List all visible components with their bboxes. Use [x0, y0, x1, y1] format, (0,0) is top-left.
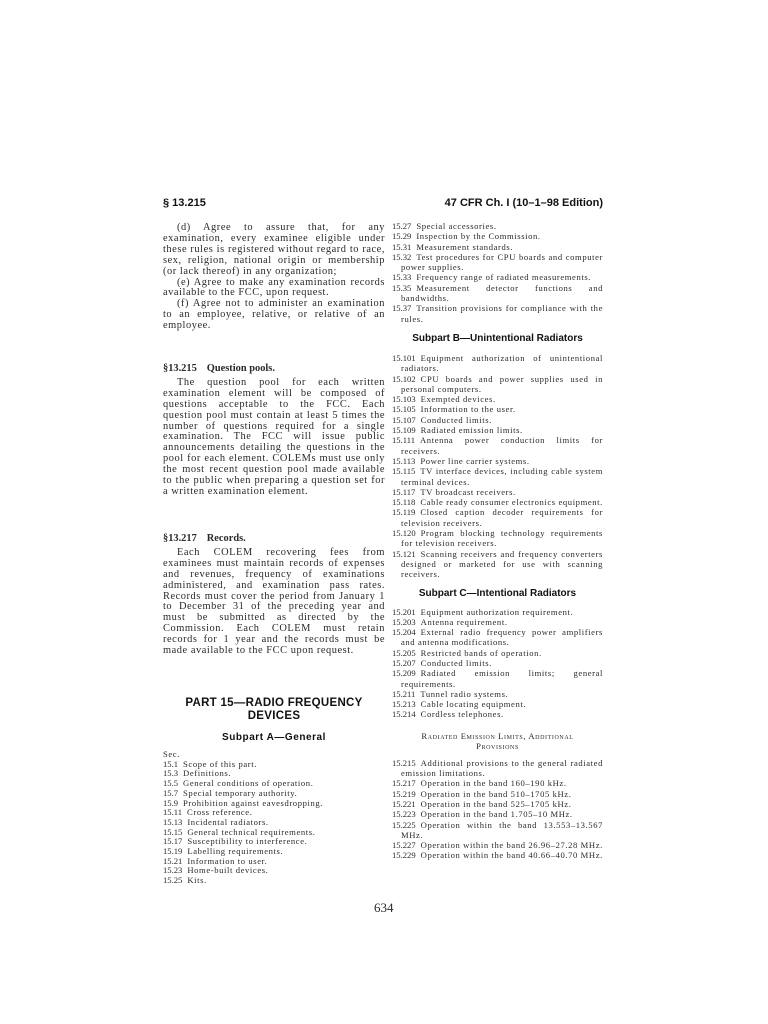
- section-title: Conducted limits.: [420, 657, 492, 668]
- section-number: 15.204: [392, 627, 416, 638]
- section-title: Program blocking technology requirements for television receivers.: [401, 528, 603, 549]
- list-item: [392, 242, 603, 252]
- list-item: [392, 507, 603, 528]
- section-title: Scope of this part.: [183, 758, 257, 769]
- section-title: Conducted limits.: [420, 414, 492, 425]
- section-number: 15.209: [392, 668, 416, 679]
- section-number: 15.15: [163, 826, 183, 837]
- section-number: 15.35: [392, 282, 412, 293]
- list-item: [392, 487, 603, 497]
- section-title: Home-built devices.: [187, 865, 269, 876]
- section-heading: §13.217 Records.: [163, 533, 246, 544]
- list-item: [392, 425, 603, 435]
- section-number: 15.101: [392, 352, 416, 363]
- list-item: [392, 252, 603, 273]
- section-number: 15.32: [392, 251, 412, 262]
- section-title: Operation within the band 13.553–13.567 MHz.: [401, 819, 603, 840]
- running-head-section: § 13.215: [163, 197, 206, 209]
- section-number: 15.113: [392, 455, 416, 466]
- contents-list: [163, 750, 385, 886]
- sec-label: Sec.: [163, 749, 180, 759]
- section-title: Frequency range of radiated measurements.: [416, 272, 592, 283]
- section-title: TV interface devices, including cable system terminal devices.: [401, 466, 603, 487]
- section-title: Special temporary authority.: [183, 787, 298, 798]
- section-13-215: [163, 364, 385, 498]
- subpart-c-heading: Subpart C—Intentional Radiators: [418, 587, 577, 599]
- paragraph: The question pool for each written examination element will be composed of questions acceptable to the FCC. Each question pool must contain at least 5 times the number of questions required for a single examination. The FCC will issue public announcements detailing the questions in the pool for each element. COLEMs must use only the most recent question pool made available to the public when preparing a question set for a written examination element.: [163, 376, 385, 497]
- part-title: PART 15—RADIO FREQUENCY DEVICES: [185, 697, 363, 722]
- paragraph: (e) Agree to make any examination records available to the FCC, upon request.: [163, 276, 385, 299]
- list-item: [392, 394, 603, 404]
- list-item: [392, 221, 603, 231]
- section-number: 15.229: [392, 850, 416, 861]
- section-number: 15.33: [392, 272, 412, 283]
- section-number: 15.37: [392, 303, 412, 314]
- list-item: [392, 415, 603, 425]
- section-number: 15.29: [392, 231, 412, 242]
- section-title: Transition provisions for compliance with the rules.: [401, 303, 603, 324]
- section-title: Restricted bands of operation.: [420, 647, 542, 658]
- section-number: 15.115: [392, 466, 416, 477]
- section-title: Operation within the band 26.96–27.28 MHz.: [420, 840, 603, 851]
- section-title: Special accessories.: [416, 221, 497, 231]
- section-title: Labelling requirements.: [187, 846, 284, 857]
- section-number: 15.205: [392, 647, 416, 658]
- section-number: 15.102: [392, 373, 416, 384]
- section-title: Cordless telephones.: [420, 709, 504, 720]
- section-number: 15.9: [163, 797, 179, 808]
- section-number: 15.105: [392, 404, 416, 415]
- section-title: Equipment authorization requirement.: [420, 606, 574, 617]
- section-number: 15.201: [392, 606, 416, 617]
- section-title: Closed caption decoder requirements for television receivers.: [401, 507, 603, 528]
- list-item: [392, 272, 603, 282]
- section-number: 15.117: [392, 486, 416, 497]
- section-title: Measurement standards.: [416, 241, 514, 252]
- list-item: [392, 850, 603, 860]
- section-title: Test procedures for CPU boards and computer power supplies.: [401, 251, 603, 273]
- list-item: [392, 658, 603, 668]
- list-item: [392, 648, 603, 658]
- section-number: 15.1: [163, 758, 179, 769]
- list-item: [392, 607, 603, 617]
- section-title: Cable locating equipment.: [420, 699, 527, 710]
- list-item: [392, 627, 603, 648]
- list-item: [392, 456, 603, 466]
- subpart-b-heading: Subpart B—Unintentional Radiators: [412, 332, 583, 344]
- section-title: Operation in the band 160–190 kHz.: [420, 778, 567, 789]
- section-title: Additional provisions to the general radiated emission limitations.: [401, 757, 603, 779]
- section-number: 15.19: [163, 846, 183, 857]
- list-item: [392, 758, 603, 779]
- section-title: Operation within the band 40.66–40.70 MHz.: [420, 850, 603, 861]
- section-title: Tunnel radio systems.: [420, 688, 509, 699]
- list-item: [392, 617, 603, 627]
- section-number: 15.120: [392, 528, 416, 539]
- section-13-217: [163, 534, 385, 657]
- section-title: Operation in the band 525–1705 kHz.: [420, 798, 572, 809]
- list-item: [392, 778, 603, 788]
- page-number: 634: [374, 900, 394, 915]
- section-number: 15.227: [392, 840, 416, 851]
- list-item: [392, 435, 603, 456]
- section-title: General conditions of operation.: [183, 778, 314, 789]
- paragraph: Each COLEM recovering fees from examinees must maintain records of expenses and revenues, frequency of examinations administered, and examination pass rates. Records must cover the period from January 1 to December 31 of the preceding year and must be submitted as directed by the Commission. Each COLEM must retain records for 1 year and the records must be made available to the FCC upon request.: [163, 546, 385, 657]
- section-number: 15.219: [392, 788, 416, 799]
- list-item: [392, 303, 603, 324]
- section-title: Susceptibility to interference.: [187, 836, 308, 847]
- section-title: Operation in the band 510–1705 kHz.: [420, 788, 572, 799]
- list-item: [392, 709, 603, 719]
- section-number: 15.25: [163, 875, 183, 886]
- section-title: TV broadcast receivers.: [420, 486, 516, 497]
- section-number: 15.121: [392, 548, 416, 559]
- section-number: 15.11: [163, 807, 183, 818]
- paragraph: (f) Agree not to administer an examination to an employee, relative, or relative of an employee.: [163, 298, 385, 332]
- contents-list: [392, 353, 603, 580]
- section-number: 15.109: [392, 425, 416, 436]
- section-number: 15.107: [392, 414, 416, 425]
- contents-list: [392, 607, 603, 720]
- paragraphs-d-f: [163, 223, 385, 332]
- paragraph: (d) Agree to assure that, for any examination, every examinee eligible under these rules is registered without regard to race, sex, religion, national origin or membership (or lack thereof) in any organization;: [163, 222, 385, 277]
- section-number: 15.119: [392, 507, 416, 518]
- section-title: Antenna requirement.: [420, 616, 508, 627]
- section-number: 15.207: [392, 657, 416, 668]
- section-number: 15.13: [163, 816, 183, 827]
- section-title: CPU boards and power supplies used in personal computers.: [401, 373, 603, 394]
- section-number: 15.211: [392, 688, 416, 699]
- list-item: [392, 497, 603, 507]
- contents-list: [392, 758, 603, 861]
- section-title: Power line carrier systems.: [420, 455, 530, 466]
- radiated-emission-heading: Radiated Emission Limits, Additional Provisions: [421, 730, 574, 751]
- section-number: 15.103: [392, 394, 416, 405]
- section-title: Exempted devices.: [420, 394, 496, 405]
- section-title: Equipment authorization of unintentional radiators.: [401, 352, 603, 374]
- section-title: Incidental radiators.: [187, 816, 269, 827]
- subpart-a-heading: Subpart A—General: [222, 732, 326, 743]
- section-number: 15.213: [392, 699, 416, 710]
- section-title: Prohibition against eavesdropping.: [183, 797, 324, 808]
- section-number: 15.3: [163, 768, 179, 779]
- list-item: [392, 283, 603, 304]
- section-title: Inspection by the Commission.: [416, 231, 541, 242]
- section-heading: §13.215 Question pools.: [163, 363, 275, 374]
- section-number: 15.225: [392, 819, 416, 830]
- list-item: [392, 353, 603, 374]
- list-item: [392, 809, 603, 819]
- section-title: Operation in the band 1.705–10 MHz.: [420, 809, 573, 820]
- list-item: [392, 374, 603, 395]
- section-title: Kits.: [187, 875, 207, 886]
- section-number: 15.7: [163, 787, 179, 798]
- section-title: Radiated emission limits; general requirements.: [401, 668, 603, 689]
- section-number: 15.31: [392, 241, 412, 252]
- section-title: Information to user.: [187, 855, 268, 866]
- part-15: [163, 697, 385, 886]
- contents-list: [392, 221, 603, 324]
- list-item: [392, 549, 603, 580]
- list-item: [392, 404, 603, 414]
- section-number: 15.27: [392, 221, 412, 231]
- section-title: General technical requirements.: [187, 826, 316, 837]
- section-title: Cable ready consumer electronics equipment.: [420, 497, 603, 508]
- section-number: 15.203: [392, 616, 416, 627]
- list-item: [163, 876, 385, 886]
- list-item: [392, 231, 603, 241]
- section-number: 15.21: [163, 855, 183, 866]
- list-item: [392, 840, 603, 850]
- section-title: Definitions.: [183, 768, 232, 779]
- section-number: 15.215: [392, 757, 416, 768]
- list-item: [392, 699, 603, 709]
- running-head-title: 47 CFR Ch. I (10–1–98 Edition): [444, 197, 603, 209]
- section-number: 15.214: [392, 709, 416, 720]
- list-item: [392, 528, 603, 549]
- section-title: Measurement detector functions and bandwidths.: [401, 282, 603, 304]
- section-title: Radiated emission limits.: [420, 425, 523, 436]
- section-number: 15.223: [392, 809, 416, 820]
- section-title: Antenna power conduction limits for receivers.: [401, 435, 603, 456]
- list-item: [392, 799, 603, 809]
- section-title: Information to the user.: [420, 404, 516, 415]
- section-title: External radio frequency power amplifiers and antenna modifications.: [401, 627, 603, 648]
- section-title: Cross reference.: [187, 807, 253, 818]
- list-item: [392, 689, 603, 699]
- section-number: 15.23: [163, 865, 183, 876]
- section-number: 15.221: [392, 798, 416, 809]
- section-number: 15.111: [392, 435, 415, 446]
- list-item: [392, 466, 603, 487]
- section-number: 15.217: [392, 778, 416, 789]
- section-number: 15.118: [392, 497, 416, 508]
- section-title: Scanning receivers and frequency converters designed or marketed for use with scanning receivers.: [401, 548, 603, 580]
- section-number: 15.5: [163, 778, 179, 789]
- list-item: [392, 789, 603, 799]
- right-column: [392, 221, 603, 861]
- section-number: 15.17: [163, 836, 183, 847]
- list-item: [392, 668, 603, 689]
- list-item: [392, 820, 603, 841]
